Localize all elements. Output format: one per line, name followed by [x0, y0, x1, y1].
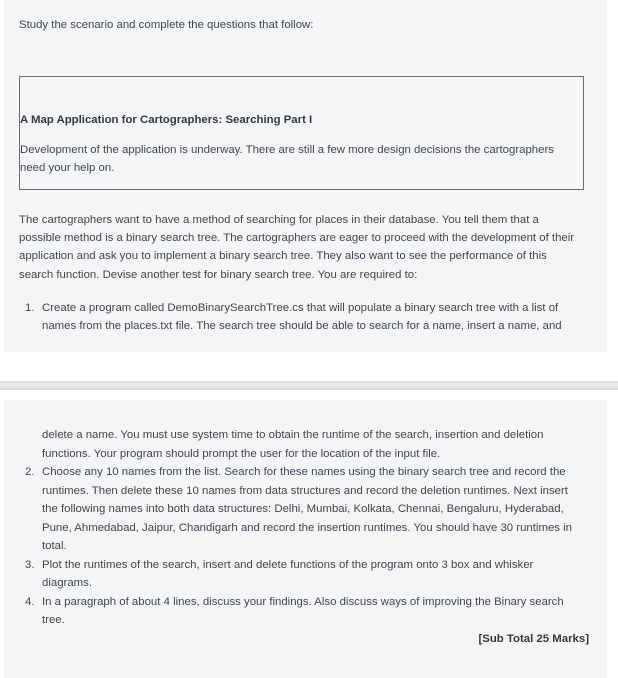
task-text: Choose any 10 names from the list. Search for these names using the binary search tree and record the runtimes. Then delete these 10 names from data structures and record the deletion runtimes. Next insert the following names into both data structures: Delhi, Mumbai, Kolkata, Chennai, Bengaluru, Hyderabad, Pune, Ahmedabad, Jaipur, Chandigarh and record the insertion runtimes. You should have 30 runtimes in total.: [42, 466, 573, 552]
scenario-box: [19, 76, 584, 190]
task-number: 1.: [25, 302, 35, 314]
task-item-3: [19, 556, 585, 593]
instructions-paragraph: The cartographers want to have a method of searching for places in their database. You tell them that a possible method is a binary search tree. The cartographers are eager to proceed with the development of their application and ask you to implement a binary search tree. They also want to see the performance of this search function. Devise another test for binary search tree. You are required to:: [19, 214, 575, 281]
task-item-1-continued: delete a name. You must use system time to obtain the runtime of the search, insertion and deletion functions. Your program should prompt the user for the location of the input file.: [42, 429, 544, 460]
task-item-4: [19, 593, 585, 630]
task-item-2: [19, 463, 585, 556]
task-number: 4.: [25, 595, 35, 608]
task-text: Plot the runtimes of the search, insert and delete functions of the program onto 3 box and whisker diagrams.: [42, 558, 534, 589]
task-text: Create a program called DemoBinarySearchTree.cs that will populate a binary search tree with a list of names from the places.txt file. The search tree should be able to search for a name, insert a name, and: [42, 302, 562, 333]
task-list-page-2: [19, 426, 585, 630]
task-number: 3.: [25, 558, 35, 571]
task-text: In a paragraph of about 4 lines, discuss your findings. Also discuss ways of improving the Binary search tree.: [42, 595, 564, 626]
task-item-1: [19, 299, 585, 335]
subtotal-marks: [Sub Total 25 Marks]: [478, 633, 589, 645]
page-break-divider: [0, 381, 618, 390]
scenario-text: Development of the application is underway. There are still a few more design decisions the cartographers need your help on.: [20, 144, 554, 174]
task-number: 2.: [25, 466, 35, 478]
scenario-title: A Map Application for Cartographers: Searching Part I: [20, 114, 313, 126]
task-list-page-1: [19, 299, 585, 335]
intro-text: Study the scenario and complete the questions that follow:: [19, 19, 314, 31]
